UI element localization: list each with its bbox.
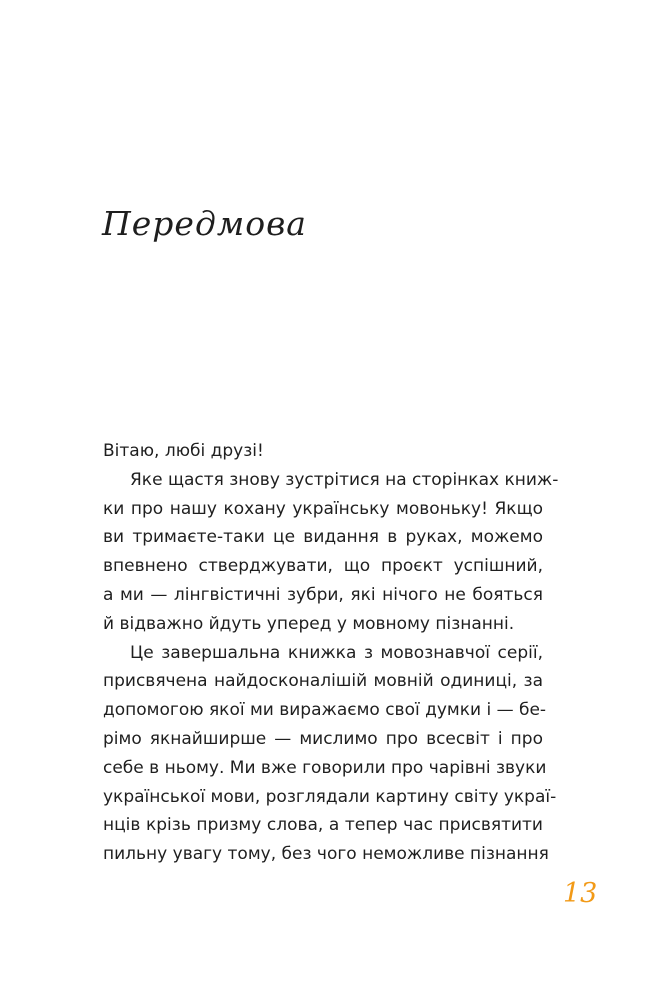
text-line: допомогою якої ми виражаємо свої думки і — бе- [103, 700, 547, 721]
text-line: впевнено стверджувати, що проєкт успішний, [103, 556, 543, 577]
text-line: української мови, розглядали картину світу украї- [103, 786, 557, 807]
text-line: ки про нашу кохану українську мовоньку! Якщо [103, 498, 543, 519]
text-line: присвячена найдосконалішій мовній одиниці, за [103, 671, 543, 692]
text-line: а ми — лінгвістичні зубри, які нічого не бояться [103, 584, 543, 605]
text-line: ви тримаєте-таки це видання в руках, можемо [103, 527, 543, 548]
text-line: й відважно йдуть уперед у мовному пізнанні. [103, 613, 515, 634]
text-line: рімо якнайширше — мислимо про всесвіт і про [103, 728, 543, 749]
text-line: Це завершальна книжка з мовознавчої серії, [130, 642, 543, 663]
text-line: себе в ньому. Ми вже говорили про чарівні звуки [103, 757, 547, 778]
body-text [103, 437, 559, 869]
text-line: Вітаю, любі друзі! [103, 441, 264, 461]
page-number: 13 [563, 878, 598, 909]
text-line: пильну увагу тому, без чого неможливе пізнання [103, 844, 549, 865]
chapter-title: Передмова [102, 204, 307, 243]
text-line: нців крізь призму слова, а тепер час присвятити [103, 815, 543, 836]
text-line: Яке щастя знову зустрітися на сторінках книж- [130, 469, 559, 490]
